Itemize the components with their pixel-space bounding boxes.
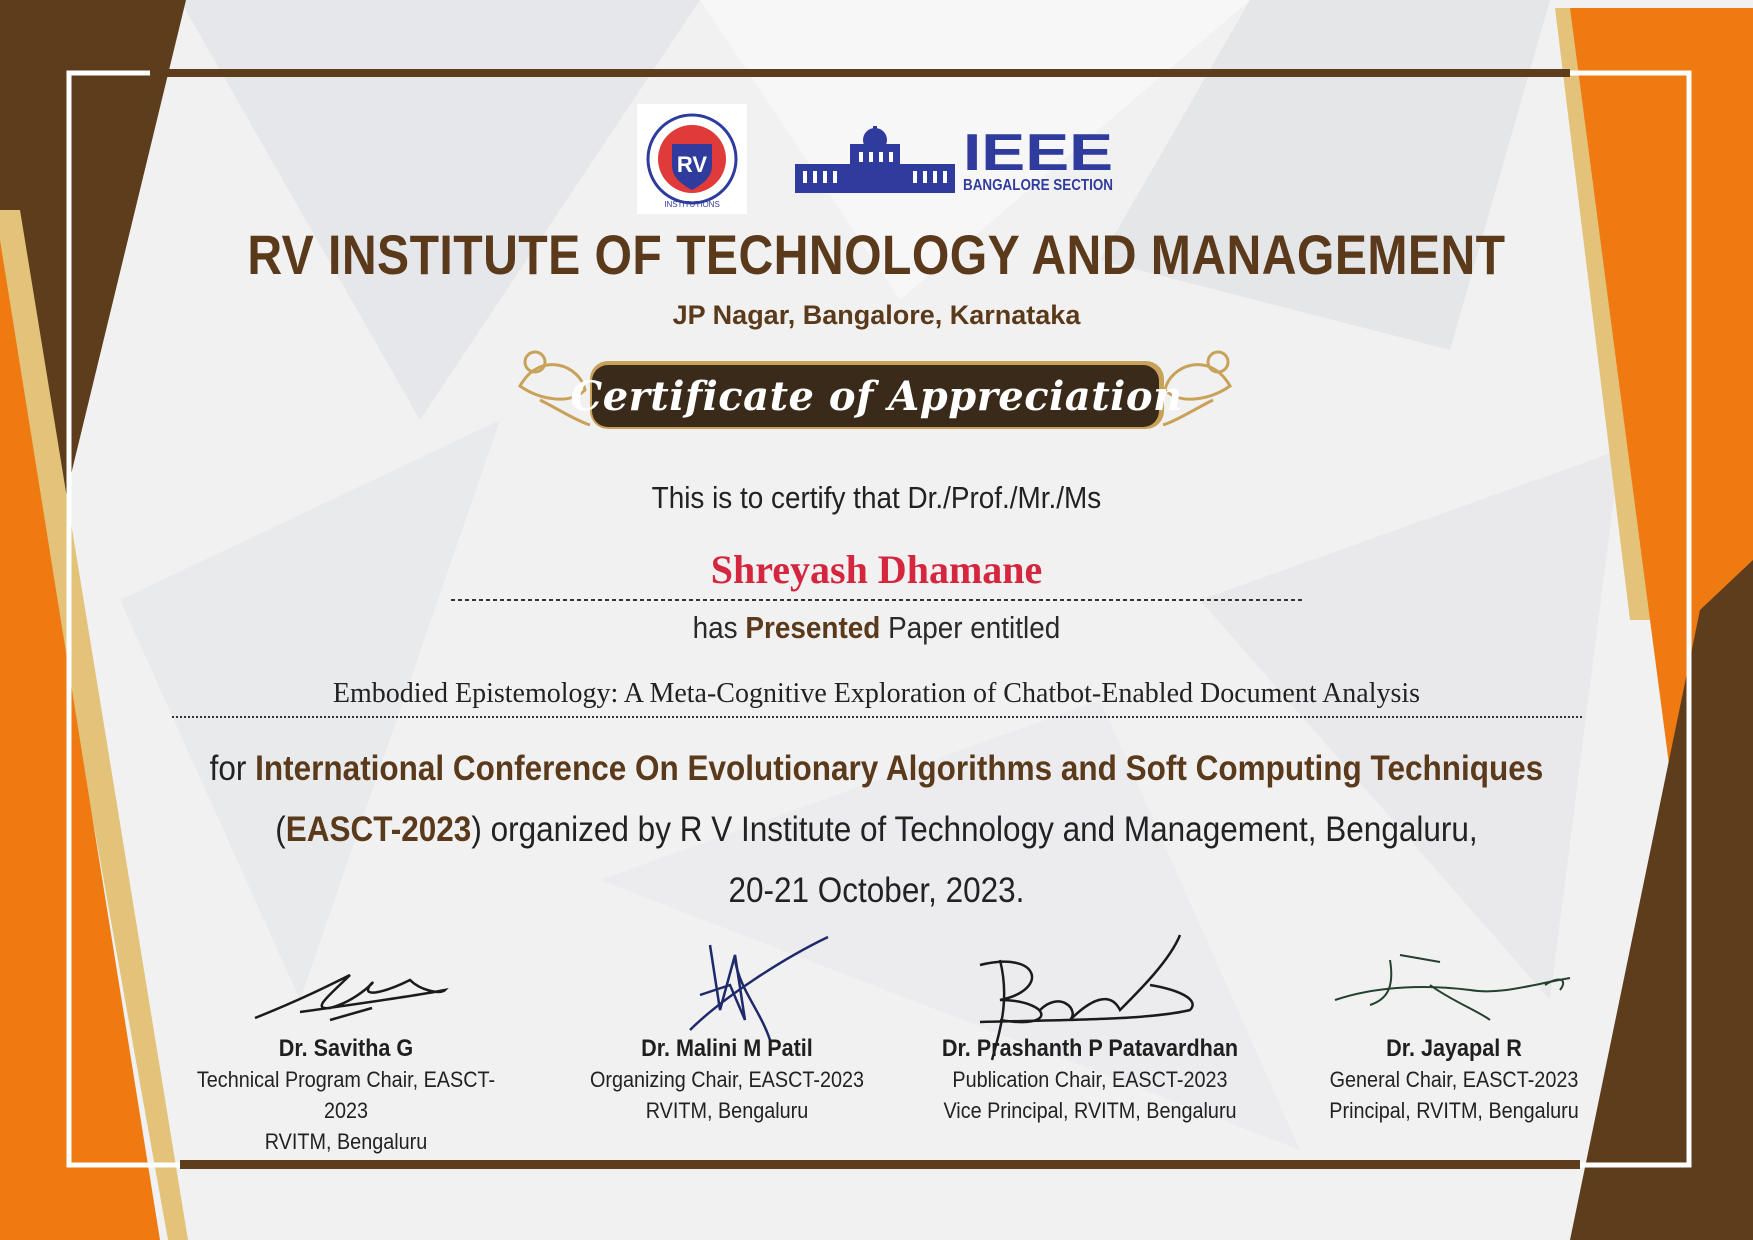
certify-text: This is to certify that Dr./Prof./Mr./Ms	[651, 480, 1102, 515]
conference-name: International Conference On Evolutionary Algorithms and Soft Computing Techniques	[255, 749, 1544, 788]
signatory-name: Dr. Prashanth P Patavardhan	[941, 1035, 1239, 1062]
signatory-role: General Chair, EASCT-2023	[1329, 1067, 1579, 1092]
signatory-affiliation: RVITM, Bengaluru	[264, 1129, 428, 1154]
institute-address: JP Nagar, Bangalore, Karnataka	[672, 300, 1081, 330]
for-text: for	[209, 749, 256, 788]
rv-institutions-logo	[637, 104, 747, 214]
signatory-role: Technical Program Chair, EASCT-2023	[196, 1067, 496, 1123]
organized-line	[88, 799, 1666, 860]
signature-savitha	[255, 975, 445, 1020]
ieee-bangalore-logo	[795, 126, 1120, 196]
acronym-open: (	[275, 810, 286, 849]
signatory-name: Dr. Savitha G	[278, 1035, 414, 1062]
signatory-2	[556, 1033, 898, 1126]
conference-acronym: EASCT-2023	[285, 810, 472, 849]
signatory-role: Organizing Chair, EASCT-2023	[589, 1067, 865, 1092]
signatory-name: Dr. Jayapal R	[1386, 1035, 1522, 1062]
recipient-name: Shreyash Dhamane	[710, 547, 1043, 592]
signatory-role: Publication Chair, EASCT-2023	[952, 1067, 1228, 1092]
signatory-1	[175, 1033, 517, 1157]
signatory-name: Dr. Malini M Patil	[641, 1035, 813, 1062]
rv-logo-bottom-text: INSTITUTIONS	[664, 200, 720, 209]
signatory-4	[1283, 1033, 1625, 1126]
signatory-affiliation: RVITM, Bengaluru	[645, 1098, 809, 1123]
conference-paragraph	[88, 738, 1666, 921]
signatory-3	[919, 1033, 1261, 1126]
conference-dates: 20-21 October, 2023.	[728, 871, 1025, 910]
conference-line	[88, 738, 1666, 799]
ieee-logo-text: IEEE	[963, 124, 1113, 182]
paper-entitled-text: Paper entitled	[880, 610, 1061, 645]
presented-line	[88, 610, 1666, 646]
certificate-title: Certificate of Appreciation	[570, 373, 1183, 420]
paper-title: Embodied Epistemology: A Meta-Cognitive Exploration of Chatbot-Enabled Document Analysis	[332, 678, 1421, 709]
ieee-section-text: BANGALORE SECTION	[963, 177, 1113, 194]
role-text: Presented	[745, 610, 881, 645]
institute-name: RV INSTITUTE OF TECHNOLOGY AND MANAGEMENT	[247, 223, 1506, 286]
rv-logo-letters: RV	[676, 152, 708, 177]
signatory-affiliation: Vice Principal, RVITM, Bengaluru	[943, 1098, 1237, 1123]
has-text: has	[692, 610, 746, 645]
organized-text: ) organized by R V Institute of Technology and Management, Bengaluru,	[471, 810, 1478, 849]
signatory-affiliation: Principal, RVITM, Bengaluru	[1329, 1098, 1579, 1123]
